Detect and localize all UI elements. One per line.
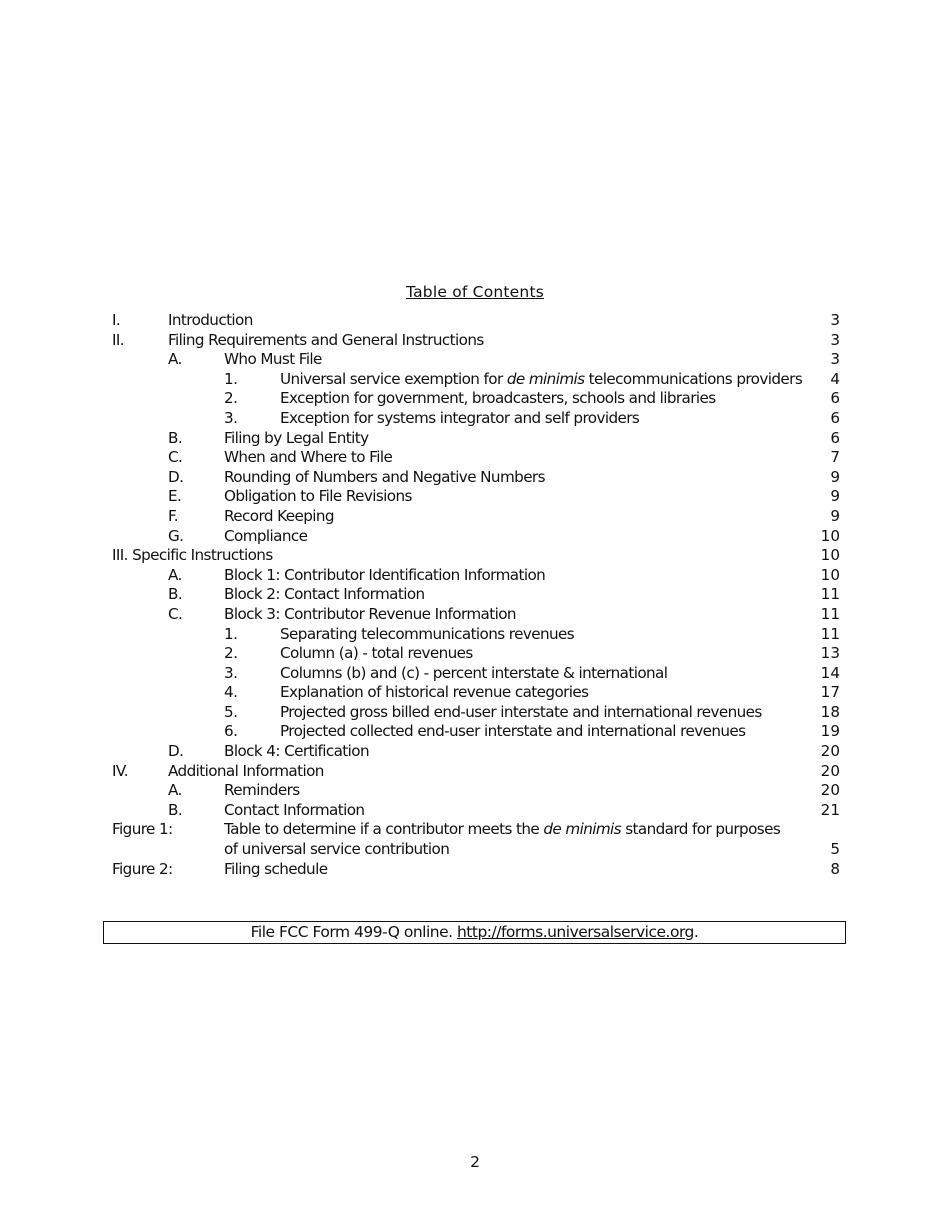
toc-page: 7 xyxy=(830,448,840,467)
toc-entry-contact-information[interactable] xyxy=(0,801,950,821)
toc-entry-additional-information[interactable] xyxy=(0,762,950,782)
toc-page: 13 xyxy=(820,644,840,663)
toc-number: 5. xyxy=(224,702,238,721)
toc-number: Figure 1: xyxy=(112,820,173,839)
toc-page: 11 xyxy=(820,585,840,604)
toc-number: II. xyxy=(112,330,124,349)
toc-label-post: standard for purposes xyxy=(620,820,781,839)
toc-entry-legal-entity[interactable] xyxy=(0,429,950,449)
toc-page: 3 xyxy=(830,350,840,369)
toc-page: 9 xyxy=(830,506,840,525)
toc-page: 6 xyxy=(830,389,840,408)
toc-entry-figure-1-continued[interactable] xyxy=(0,840,950,860)
toc-entry-de-minimis-exemption[interactable] xyxy=(0,370,950,390)
toc-entry-projected-collected[interactable] xyxy=(0,722,950,742)
toc-label: Who Must File xyxy=(224,350,322,369)
toc-page: 14 xyxy=(820,663,840,682)
table-of-contents xyxy=(0,311,950,879)
notice-suffix: . xyxy=(693,923,699,941)
toc-number: D. xyxy=(168,742,184,761)
toc-label: Projected gross billed end-user interstate and international revenues xyxy=(280,702,762,721)
toc-page: 9 xyxy=(830,467,840,486)
toc-page: 20 xyxy=(820,742,840,761)
toc-entry-reminders[interactable] xyxy=(0,781,950,801)
toc-number: IV. xyxy=(112,761,128,780)
toc-label: Exception for systems integrator and self providers xyxy=(280,408,640,427)
toc-label: Obligation to File Revisions xyxy=(224,487,412,506)
toc-label: Record Keeping xyxy=(224,506,334,525)
toc-number: B. xyxy=(168,585,183,604)
toc-page: 10 xyxy=(820,565,840,584)
toc-number: 3. xyxy=(224,663,238,682)
toc-number: A. xyxy=(168,781,182,800)
toc-number: G. xyxy=(168,526,184,545)
online-filing-notice xyxy=(103,921,846,944)
toc-entry-when-where[interactable] xyxy=(0,448,950,468)
toc-number: C. xyxy=(168,448,183,467)
toc-number: 2. xyxy=(224,389,238,408)
page-title: Table of Contents xyxy=(406,283,544,301)
toc-label: Block 2: Contact Information xyxy=(224,585,425,604)
toc-entry-block-1[interactable] xyxy=(0,566,950,586)
toc-label: Projected collected end-user interstate and international revenues xyxy=(280,722,746,741)
toc-entry-record-keeping[interactable] xyxy=(0,507,950,527)
toc-entry-rounding[interactable] xyxy=(0,468,950,488)
toc-page: 17 xyxy=(820,683,840,702)
toc-page: 20 xyxy=(820,781,840,800)
toc-page: 10 xyxy=(820,546,840,565)
toc-number: C. xyxy=(168,604,183,623)
page-number: 2 xyxy=(470,1153,480,1171)
toc-entry-figure-1[interactable] xyxy=(0,820,950,840)
toc-number: A. xyxy=(168,350,182,369)
toc-page: 18 xyxy=(820,702,840,721)
toc-label: Filing by Legal Entity xyxy=(224,428,369,447)
toc-label: Column (a) - total revenues xyxy=(280,644,473,663)
toc-label: Block 1: Contributor Identification Information xyxy=(224,565,546,584)
toc-page: 3 xyxy=(830,330,840,349)
toc-label-emphasis: de minimis xyxy=(506,369,585,388)
toc-entry-block-3[interactable] xyxy=(0,605,950,625)
toc-page: 3 xyxy=(830,311,840,329)
toc-page: 11 xyxy=(820,604,840,623)
toc-entry-government-exception[interactable] xyxy=(0,389,950,409)
toc-label: Block 4: Certification xyxy=(224,742,369,761)
toc-number: 2. xyxy=(224,644,238,663)
toc-page: 8 xyxy=(830,859,840,878)
toc-label-pre: Universal service exemption for xyxy=(280,369,507,388)
toc-page: 20 xyxy=(820,761,840,780)
toc-label: Columns (b) and (c) - percent interstate & international xyxy=(280,663,668,682)
toc-label: Contact Information xyxy=(224,800,365,819)
toc-number: 1. xyxy=(224,369,238,388)
toc-label: Reminders xyxy=(224,781,300,800)
toc-label: Exception for government, broadcasters, schools and libraries xyxy=(280,389,716,408)
toc-page: 4 xyxy=(830,369,840,388)
toc-label: III. Specific Instructions xyxy=(112,546,273,565)
toc-label-emphasis: de minimis xyxy=(543,820,621,839)
toc-entry-systems-integrator[interactable] xyxy=(0,409,950,429)
toc-entry-specific-instructions[interactable] xyxy=(0,546,950,566)
toc-label: Filing Requirements and General Instructions xyxy=(168,330,484,349)
toc-page: 9 xyxy=(830,487,840,506)
toc-entry-who-must-file[interactable] xyxy=(0,350,950,370)
toc-number: 6. xyxy=(224,722,238,741)
toc-entry-compliance[interactable] xyxy=(0,527,950,547)
toc-number: B. xyxy=(168,800,183,819)
toc-label: Rounding of Numbers and Negative Numbers xyxy=(224,467,545,486)
toc-page: 5 xyxy=(830,840,840,859)
toc-entry-block-2[interactable] xyxy=(0,585,950,605)
toc-label: Compliance xyxy=(224,526,308,545)
toc-label: When and Where to File xyxy=(224,448,393,467)
toc-label: Separating telecommunications revenues xyxy=(280,624,575,643)
toc-label: Introduction xyxy=(168,311,253,329)
toc-entry-projected-gross-billed[interactable] xyxy=(0,703,950,723)
toc-entry-column-a[interactable] xyxy=(0,644,950,664)
toc-number: 1. xyxy=(224,624,238,643)
notice-text: File FCC Form 499-Q online. xyxy=(250,923,457,941)
toc-entry-introduction[interactable] xyxy=(0,311,950,331)
toc-number: I. xyxy=(112,311,121,329)
toc-number: E. xyxy=(168,487,182,506)
toc-number: B. xyxy=(168,428,183,447)
toc-label: Explanation of historical revenue categories xyxy=(280,683,589,702)
toc-label: Filing schedule xyxy=(224,859,328,878)
toc-label-pre: Table to determine if a contributor meets the xyxy=(224,820,544,839)
toc-label: Additional Information xyxy=(168,761,324,780)
toc-label xyxy=(280,370,802,390)
toc-number: Figure 2: xyxy=(112,859,173,878)
toc-page: 6 xyxy=(830,408,840,427)
toc-page: 19 xyxy=(820,722,840,741)
toc-page: 10 xyxy=(820,526,840,545)
toc-label-line2: of universal service contribution xyxy=(224,840,450,859)
toc-number: A. xyxy=(168,565,182,584)
toc-label-post: telecommunications providers xyxy=(584,369,803,388)
toc-entry-block-4[interactable] xyxy=(0,742,950,762)
toc-page: 6 xyxy=(830,428,840,447)
toc-entry-separating-revenues[interactable] xyxy=(0,625,950,645)
toc-label: Block 3: Contributor Revenue Information xyxy=(224,604,516,623)
toc-entry-historical-categories[interactable] xyxy=(0,683,950,703)
toc-page: 21 xyxy=(820,800,840,819)
toc-page: 11 xyxy=(820,624,840,643)
toc-entry-revisions[interactable] xyxy=(0,487,950,507)
toc-entry-figure-2[interactable] xyxy=(0,860,950,880)
toc-entry-filing-requirements[interactable] xyxy=(0,331,950,351)
toc-number: F. xyxy=(168,506,178,525)
toc-entry-columns-b-c[interactable] xyxy=(0,664,950,684)
forms-link[interactable]: http://forms.universalservice.org xyxy=(456,923,694,941)
toc-number: D. xyxy=(168,467,184,486)
toc-number: 4. xyxy=(224,683,238,702)
toc-number: 3. xyxy=(224,408,238,427)
toc-label xyxy=(224,820,780,840)
